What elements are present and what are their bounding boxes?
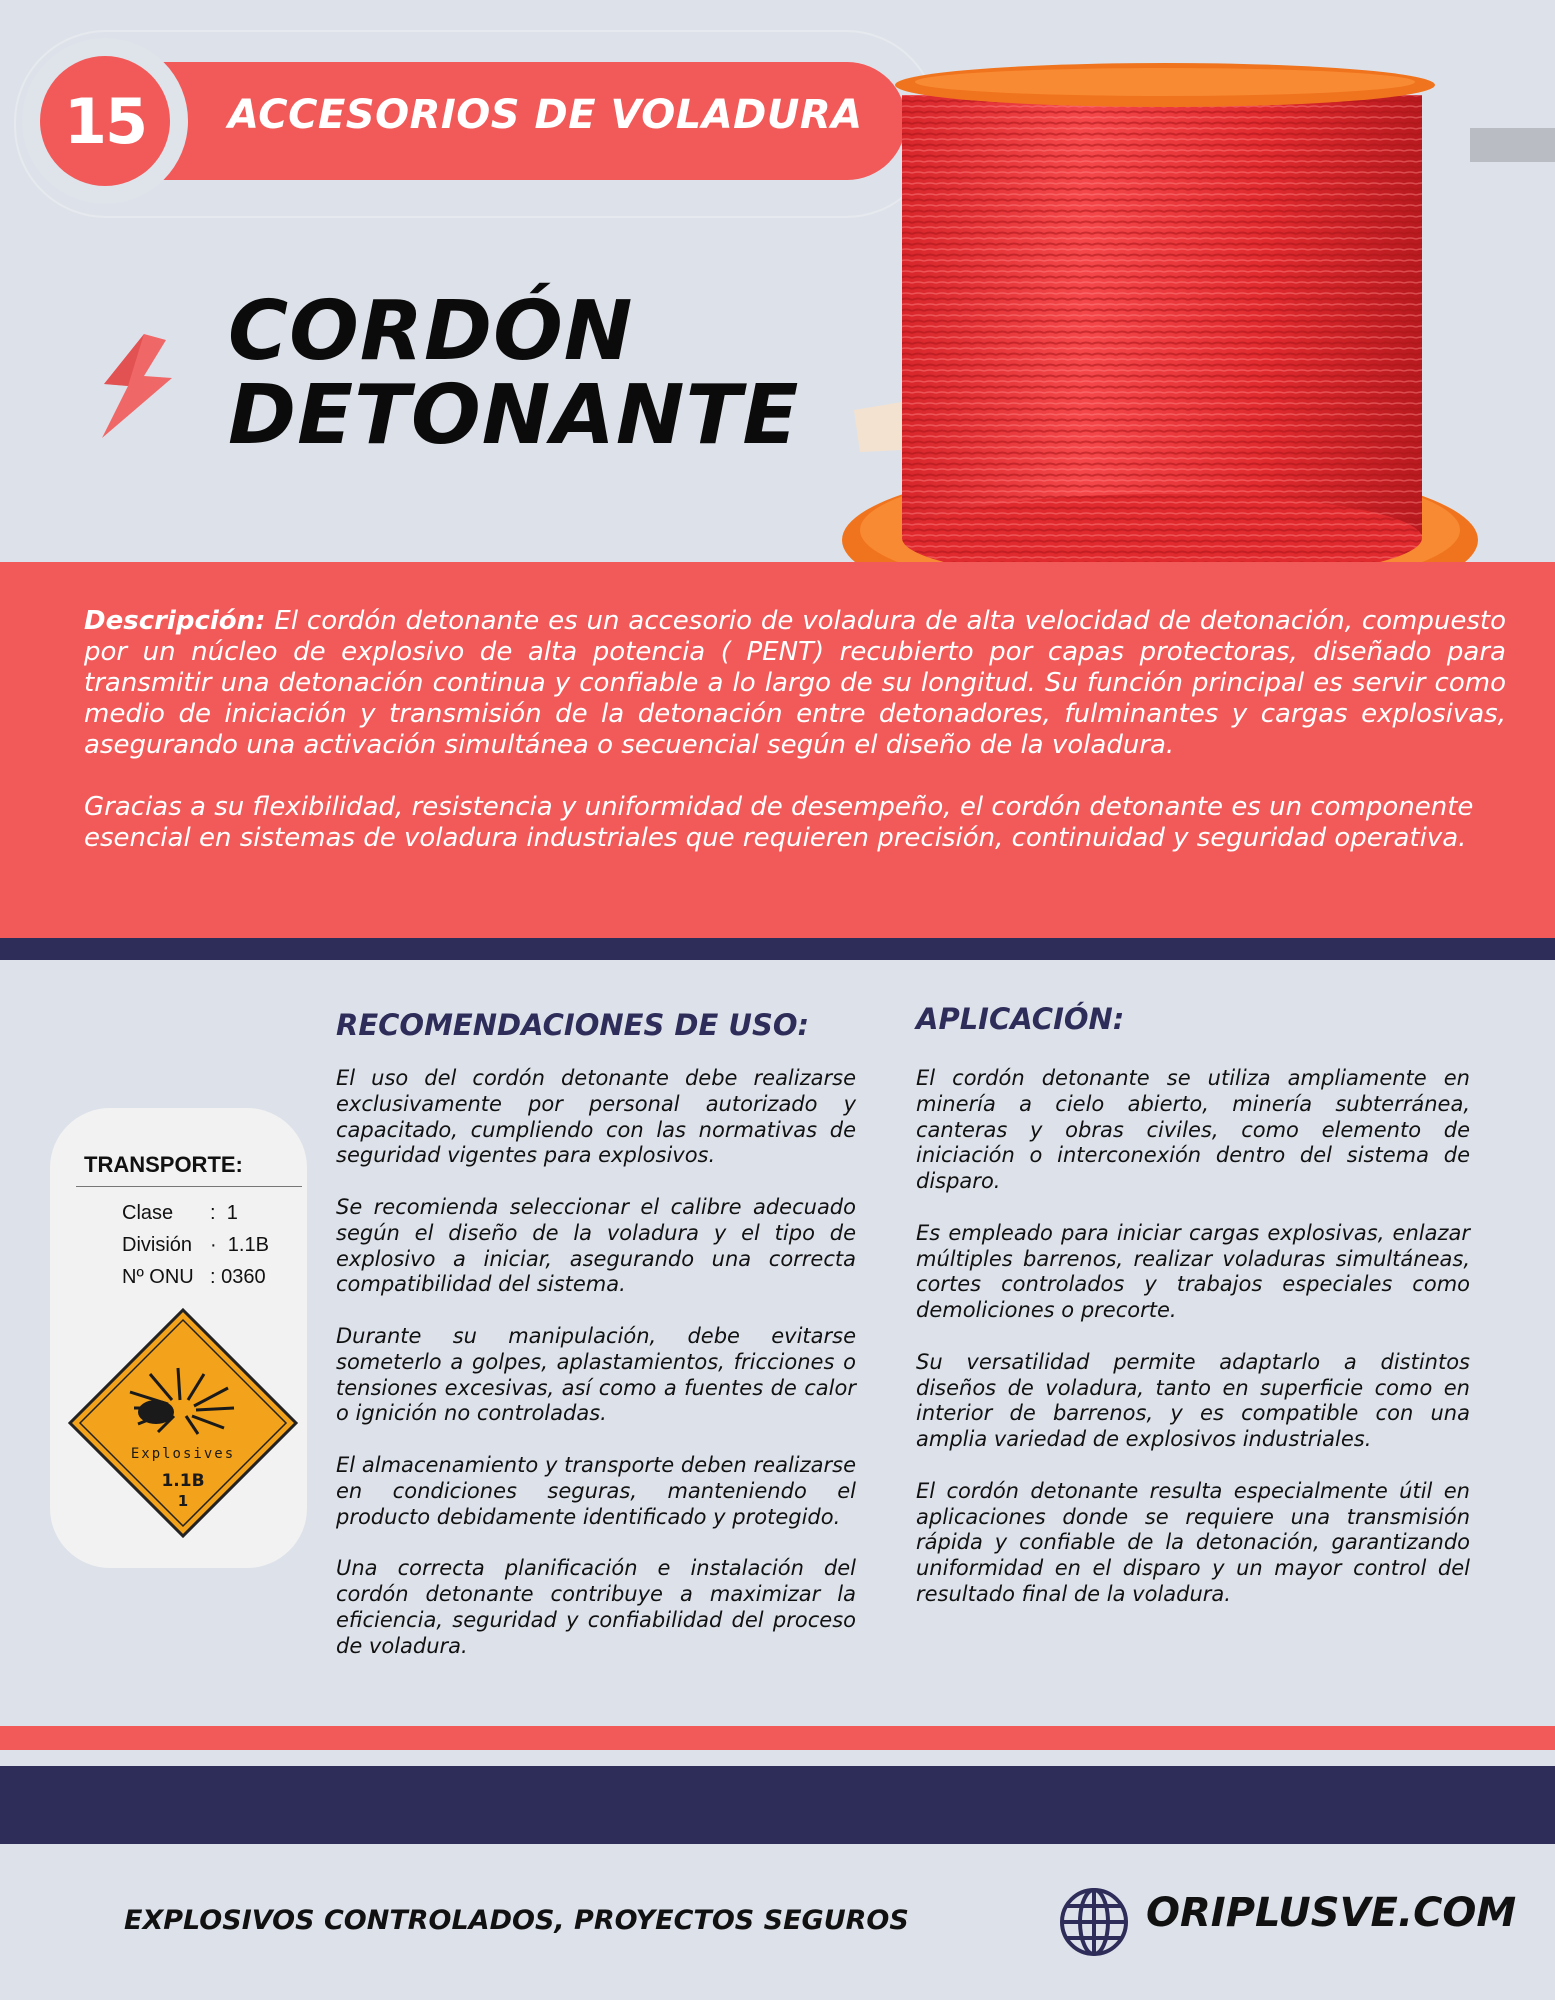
application-heading: APLICACIÓN: [916,1002,1125,1036]
transport-value: 0360 [221,1266,266,1288]
transport-value: 1 [226,1202,238,1224]
transport-sep: : [210,1266,216,1288]
description-label: Descripción: [84,606,266,636]
category-title: ACCESORIOS DE VOLADURA [228,92,863,138]
description-paragraph-2: Gracias a su flexibilidad, resistencia y uniformidad de desempeño, el cordón detonante es un componente esencial en sistemas de voladura industriales que requieren precisión, continuidad y seguridad operativa. [84,792,1474,853]
navy-divider-band [0,938,1555,960]
recommendation-paragraph: Se recomienda seleccionar el calibre adecuado según el diseño de la voladura y el tipo de explosivo a iniciar, asegurando una correcta compatibilidad del sistema. [336,1194,856,1297]
transport-sep: · [210,1234,217,1256]
transport-key: División [122,1234,193,1256]
hazard-label-class: 1 [177,1492,189,1510]
recommendation-paragraph: Durante su manipulación, debe evitarse someterlo a golpes, aplastamientos, fricciones o tensiones excesivas, así como a fuentes de calor o ignición no controladas. [336,1323,856,1426]
application-paragraph: El cordón detonante resulta especialmente útil en aplicaciones donde se requiere una transmisión rápida y confiable de la detonación, garantizando uniformidad en el disparo y un mayor control del resultado final de la voladura. [916,1478,1470,1606]
application-paragraph: El cordón detonante se utiliza ampliamente en minería a cielo abierto, minería subterránea, canteras y obras civiles, como elemento de iniciación o interconexión dentro del sistema de disparo. [916,1066,1470,1194]
description-text [84,606,1506,854]
recommendations-text [336,1066,856,1685]
transport-key: Clase [122,1202,174,1224]
transport-row-division [122,1234,269,1257]
hazard-label-division: 1.1B [161,1471,205,1491]
recommendation-paragraph: El uso del cordón detonante debe realizarse exclusivamente por personal autorizado y capacitado, cumpliendo con las normativas de seguridad vigentes para explosivos. [336,1066,856,1168]
product-title [228,284,800,463]
transport-divider [76,1186,302,1187]
footer-slogan: EXPLOSIVOS CONTROLADOS, PROYECTOS SEGUROS [124,1905,909,1936]
description-body-1: El cordón detonante es un accesorio de voladura de alta velocidad de detonación, compuesto por un núcleo de explosivo de alta potencia ( PENT) recubierto por capas protectoras, diseñado para transmitir una detonación continua y confiable a lo largo de su longitud. Su función principal es servir como medio de iniciación y transmisión de la detonación entre detonadores, fulminantes y cargas explosivas, asegurando una activación simultánea o secuencial según el diseño de la voladura. [84,606,1507,760]
cord-spool-image [840,60,1500,620]
transport-sep: : [210,1202,216,1224]
transport-row-un-number [122,1266,266,1289]
globe-icon [1058,1886,1130,1958]
transport-key: Nº ONU [122,1266,194,1288]
application-paragraph: Su versatilidad permite adaptarlo a distintos diseños de voladura, tanto en superficie como en interior de barrenos, y es compatible con una amplia variedad de explosivos industriales. [916,1349,1470,1452]
application-paragraph: Es empleado para iniciar cargas explosivas, enlazar múltiples barrenos, realizar voladuras simultáneas, cortes controlados y trabajos especiales como demoliciones o precorte. [916,1220,1470,1323]
navy-footer-band [0,1766,1555,1844]
hazard-label-text: Explosives [130,1446,236,1462]
recommendation-paragraph: El almacenamiento y transporte deben realizarse en condiciones seguras, manteniendo el producto debidamente identificado y protegido. [336,1452,856,1529]
lightning-bolt-icon [98,334,178,438]
website-link[interactable]: ORIPLUSVE.COM [1146,1890,1517,1936]
description-paragraph-1 [84,606,1506,761]
red-divider-band [0,1726,1555,1750]
transport-title: TRANSPORTE: [84,1152,243,1177]
transport-value: 1.1B [227,1234,269,1256]
application-text [916,1066,1470,1634]
product-title-line-2: DETONANTE [228,368,800,463]
transport-row-class [122,1202,238,1225]
explosives-hazard-label [68,1308,298,1538]
product-title-line-1: CORDÓN [228,284,634,379]
recommendations-heading: RECOMENDACIONES DE USO: [336,1008,810,1042]
recommendation-paragraph: Una correcta planificación e instalación del cordón detonante contribuye a maximizar la eficiencia, seguridad y confiabilidad del proceso de voladura. [336,1556,856,1658]
page-number-badge: 15 [40,56,170,186]
